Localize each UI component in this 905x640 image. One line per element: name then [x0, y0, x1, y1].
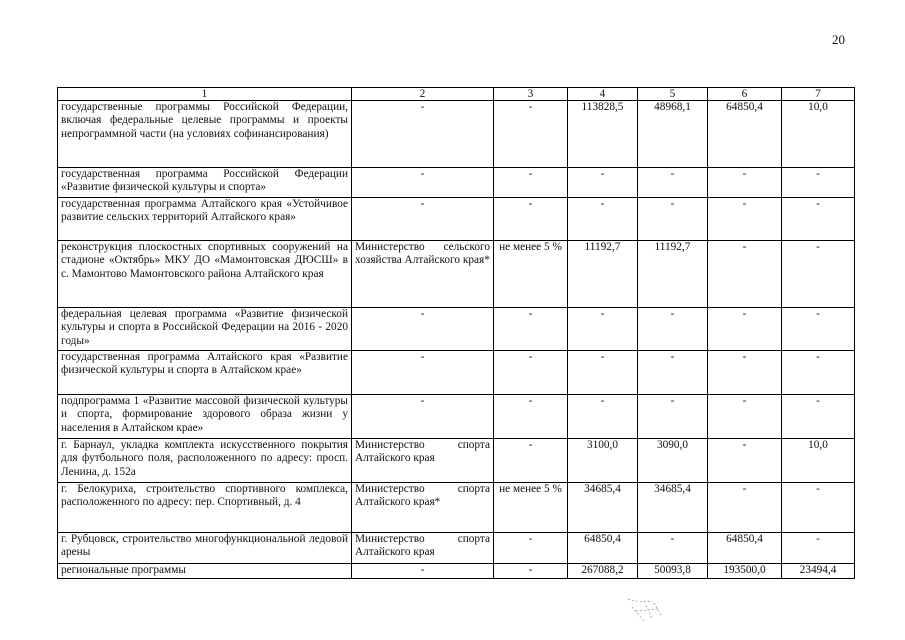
value-cell: 50093,8	[638, 564, 708, 579]
row-description: государственная программа Алтайского края «Устойчивое развитие сельских территорий Алтайского края»	[58, 198, 352, 241]
value-cell: 10,0	[782, 439, 855, 483]
value-cell: -	[638, 533, 708, 564]
value-cell: -	[708, 483, 782, 533]
value-cell: 48968,1	[638, 101, 708, 168]
value-cell: 3090,0	[638, 439, 708, 483]
value-cell: -	[708, 395, 782, 439]
responsible-cell: -	[352, 168, 494, 198]
responsible-cell: Министерство сельского хозяйства Алтайского края*	[352, 241, 494, 308]
value-cell: -	[568, 351, 638, 395]
table-row	[58, 483, 855, 533]
column-header: 3	[494, 88, 568, 101]
row-description: государственные программы Российской Федерации, включая федеральные целевые программы и проекты непрограммной части (на условиях софинансирования)	[58, 101, 352, 168]
column-header: 2	[352, 88, 494, 101]
row-description: государственная программа Российской Федерации «Развитие физической культуры и спорта»	[58, 168, 352, 198]
value-cell: -	[708, 198, 782, 241]
responsible-cell: -	[352, 308, 494, 351]
value-cell: 64850,4	[708, 533, 782, 564]
table-row	[58, 168, 855, 198]
cofinancing-cell: -	[494, 101, 568, 168]
value-cell: 113828,5	[568, 101, 638, 168]
value-cell: -	[568, 168, 638, 198]
value-cell: -	[708, 241, 782, 308]
value-cell: 10,0	[782, 101, 855, 168]
table-row	[58, 198, 855, 241]
row-description: региональные программы	[58, 564, 352, 579]
value-cell: -	[708, 439, 782, 483]
column-header: 5	[638, 88, 708, 101]
value-cell: 267088,2	[568, 564, 638, 579]
table-row	[58, 101, 855, 168]
cofinancing-cell: не менее 5 %	[494, 241, 568, 308]
responsible-cell: -	[352, 351, 494, 395]
cofinancing-cell: -	[494, 198, 568, 241]
table-header-row	[58, 88, 855, 101]
value-cell: -	[568, 198, 638, 241]
cofinancing-cell: не менее 5 %	[494, 483, 568, 533]
value-cell: -	[782, 241, 855, 308]
value-cell: 64850,4	[708, 101, 782, 168]
value-cell: -	[782, 308, 855, 351]
value-cell: 34685,4	[638, 483, 708, 533]
cofinancing-cell: -	[494, 439, 568, 483]
table-row	[58, 308, 855, 351]
table-row	[58, 564, 855, 579]
page-number: 20	[832, 32, 845, 47]
value-cell: -	[782, 351, 855, 395]
value-cell: 193500,0	[708, 564, 782, 579]
row-description: федеральная целевая программа «Развитие физической культуры и спорта в Российской Федерации на 2016 - 2020 годы»	[58, 308, 352, 351]
value-cell: -	[782, 198, 855, 241]
column-header: 4	[568, 88, 638, 101]
cofinancing-cell: -	[494, 351, 568, 395]
value-cell: 3100,0	[568, 439, 638, 483]
responsible-cell: Министерство спорта Алтайского края*	[352, 483, 494, 533]
value-cell: 11192,7	[568, 241, 638, 308]
responsible-cell: -	[352, 395, 494, 439]
row-description: г. Барнаул, укладка комплекта искусственного покрытия для футбольного поля, расположенного по адресу: просп. Ленина, д. 152а	[58, 439, 352, 483]
value-cell: -	[568, 395, 638, 439]
value-cell: -	[708, 308, 782, 351]
column-header: 1	[58, 88, 352, 101]
value-cell: -	[638, 395, 708, 439]
table-row	[58, 439, 855, 483]
value-cell: 23494,4	[782, 564, 855, 579]
value-cell: -	[708, 168, 782, 198]
cofinancing-cell: -	[494, 564, 568, 579]
value-cell: -	[782, 533, 855, 564]
row-description: государственная программа Алтайского края «Развитие физической культуры и спорта в Алтайском крае»	[58, 351, 352, 395]
value-cell: 11192,7	[638, 241, 708, 308]
table-row	[58, 395, 855, 439]
row-description: реконструкция плоскостных спортивных сооружений на стадионе «Октябрь» МКУ ДО «Мамонтовская ДЮСШ» в с. Мамонтово Мамонтовского района Алтайского края	[58, 241, 352, 308]
row-description: г. Белокуриха, строительство спортивного комплекса, расположенного по адресу: пер. Спортивный, д. 4	[58, 483, 352, 533]
responsible-cell: -	[352, 198, 494, 241]
value-cell: -	[568, 308, 638, 351]
value-cell: -	[782, 395, 855, 439]
value-cell: -	[638, 168, 708, 198]
table-row	[58, 241, 855, 308]
row-description: г. Рубцовск, строительство многофункциональной ледовой арены	[58, 533, 352, 564]
scan-artifact-mark	[622, 595, 670, 625]
table-row	[58, 351, 855, 395]
column-header: 6	[708, 88, 782, 101]
value-cell: -	[708, 351, 782, 395]
row-description: подпрограмма 1 «Развитие массовой физической культуры и спорта, формирование здорового образа жизни у населения в Алтайском крае»	[58, 395, 352, 439]
responsible-cell: Министерство спорта Алтайского края	[352, 439, 494, 483]
value-cell: 34685,4	[568, 483, 638, 533]
column-header: 7	[782, 88, 855, 101]
responsible-cell: -	[352, 101, 494, 168]
budget-table	[57, 87, 855, 579]
value-cell: 64850,4	[568, 533, 638, 564]
cofinancing-cell: -	[494, 533, 568, 564]
table-row	[58, 533, 855, 564]
cofinancing-cell: -	[494, 168, 568, 198]
responsible-cell: -	[352, 564, 494, 579]
cofinancing-cell: -	[494, 308, 568, 351]
cofinancing-cell: -	[494, 395, 568, 439]
value-cell: -	[782, 483, 855, 533]
responsible-cell: Министерство спорта Алтайского края	[352, 533, 494, 564]
value-cell: -	[638, 198, 708, 241]
value-cell: -	[638, 351, 708, 395]
value-cell: -	[782, 168, 855, 198]
value-cell: -	[638, 308, 708, 351]
